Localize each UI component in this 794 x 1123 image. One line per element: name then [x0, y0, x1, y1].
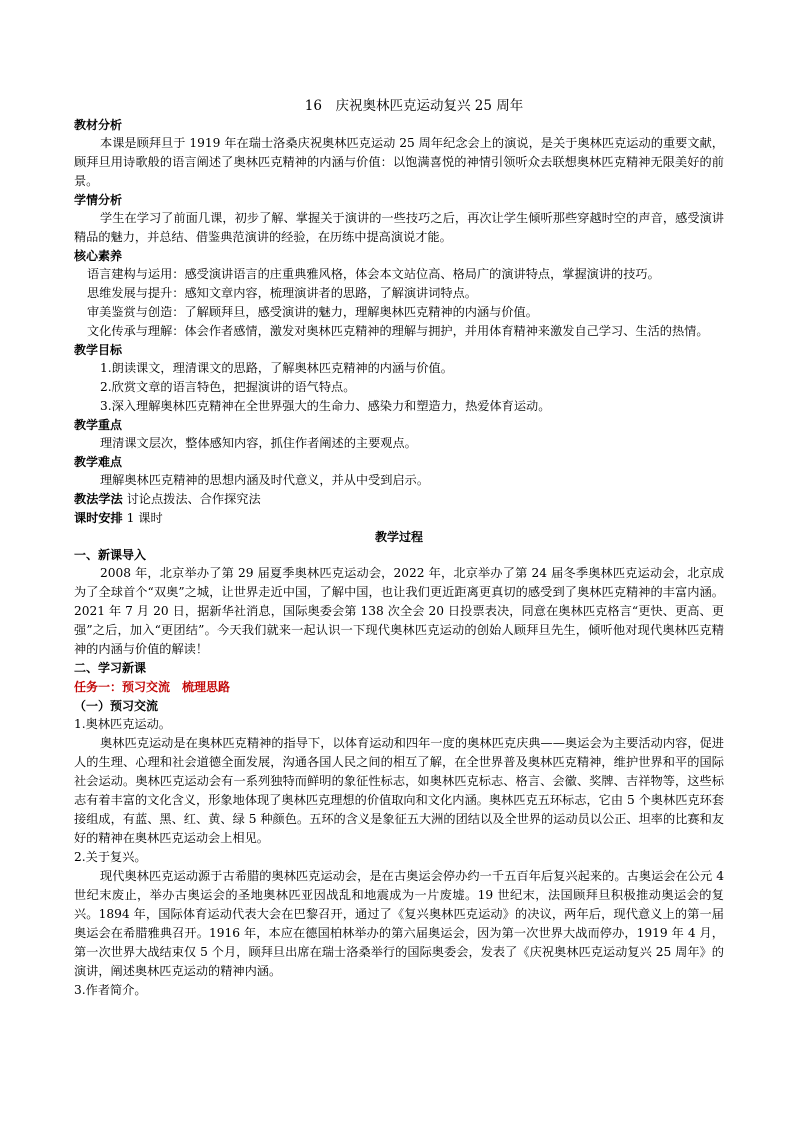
item-title: 1.奥林匹克运动。 [74, 717, 171, 731]
subsection-heading: （一）预习交流 [74, 699, 159, 713]
method-line [74, 490, 724, 509]
method-label: 教法学法 [74, 492, 123, 506]
core-item-aesthetic: 审美鉴赏与创造：了解顾拜旦，感受演讲的魅力，理解奥林匹克精神的内涵与价值。 [87, 305, 538, 319]
hours-text: 1 课时 [126, 511, 163, 525]
intro-heading: 一、新课导入 [74, 548, 147, 562]
hours-line [74, 509, 724, 528]
item-title: 3.作者简介。 [74, 983, 147, 997]
goal-item: 1.朗读课文，理清课文的思路，了解奥林匹克精神的内涵与价值。 [100, 361, 453, 375]
intro-text: 2008 年，北京举办了第 29 届夏季奥林匹克运动会，2022 年，北京举办了第 24 届冬季奥林匹克运动会，北京成为了全球首个“双奥”之城，让世界走近中国，了解中国，也让我们更近距离更真切的感受到了奥林匹克精神的丰富内涵。2021 年 7 月 20 日，据新华社消息，国际奥委会第 138 次全会 20 日投票表决，同意在奥林匹克格言“更快、更高、更强”之后，加入“更团结”。今天我们就来一起认识一下现代奥林匹克运动的创始人顾拜旦先生，倾听他对现代奥林匹克精神的内涵与价值的解读！ [74, 566, 724, 656]
material-text: 本课是顾拜旦于 1919 年在瑞士洛桑庆祝奥林匹克运动 25 周年纪念会上的演说，是关于奥林匹克运动的重要文献，顾拜旦用诗歌般的语言阐述了奥林匹克精神的内涵与价值：以饱满喜悦的神情引领听众去联想奥林匹克精神无限美好的前景。 [74, 136, 724, 188]
goal-item: 2.欣赏文章的语言特色，把握演讲的语气特点。 [100, 380, 356, 394]
revival-text: 现代奥林匹克运动源于古希腊的奥林匹克运动会，是在古奥运会停办约一千五百年后复兴起来的。古奥运会在公元 4 世纪末废止，举办古奥运会的圣地奥林匹亚因战乱和地震成为一片废墟。19 世纪末，法国顾拜旦积极推动奥运会的复兴。1894 年，国际体育运动代表大会在巴黎召开，通过了《复兴奥林匹克运动》的决议，两年后，现代意义上的第一届奥运会在希腊雅典召开。1916 年，本应在德国柏林举办的第六届奥运会，因为第一次世界大战而停办，1919 年 4 月，第一次世界大战结束仅 5 个月，顾拜旦出席在瑞士洛桑举行的国际奥委会，发表了《庆祝奥林匹克运动复兴 25 周年》的演讲，阐述奥林匹克运动的精神内涵。 [74, 869, 724, 978]
core-item-thinking: 思维发展与提升：感知文章内容，梳理演讲者的思路，了解演讲词特点。 [87, 286, 477, 300]
olympic-movement-text: 奥林匹克运动是在奥林匹克精神的指导下，以体育运动和四年一度的奥林匹克庆典——奥运会为主要活动内容，促进人的生理、心理和社会道德全面发展，沟通各国人民之间的相互了解，在全世界普及奥林匹克精神，维护世界和平的国际社会运动。奥林匹克运动会有一系列独特而鲜明的象征性标志，如奥林匹克标志、格言、会徽、奖牌、吉祥物等，这些标志有着丰富的文化含义，形象地体现了奥林匹克理想的价值取向和文化内涵。奥林匹克五环标志，它由 5 个奥林匹克环套接组成，有蓝、黑、红、黄、绿 5 种颜色。五环的含义是象征五大洲的团结以及全世界的运动员以公正、坦率的比赛和友好的精神在奥林匹克运动会上相见。 [74, 736, 724, 845]
hours-label: 课时安排 [74, 511, 123, 525]
goal-item: 3.深入理解奥林匹克精神在全世界强大的生命力、感染力和塑造力，热爱体育运动。 [100, 399, 551, 413]
learn-heading: 二、学习新课 [74, 661, 147, 675]
focus-heading: 教学重点 [74, 418, 123, 432]
focus-text: 理清课文层次，整体感知内容，抓住作者阐述的主要观点。 [100, 436, 417, 450]
task-heading: 任务一：预习交流 梳理思路 [74, 680, 231, 694]
difficulty-text: 理解奥林匹克精神的思想内涵及时代意义，并从中受到启示。 [100, 473, 430, 487]
core-heading: 核心素养 [74, 249, 123, 263]
learner-heading: 学情分析 [74, 193, 123, 207]
material-heading: 教材分析 [74, 118, 123, 132]
process-heading: 教学过程 [374, 530, 423, 544]
learner-text: 学生在学习了前面几课，初步了解、掌握关于演讲的一些技巧之后，再次让学生倾听那些穿越时空的声音，感受演讲精品的魅力，并总结、借鉴典范演讲的经验，在历练中提高演说才能。 [74, 211, 724, 244]
core-item-culture: 文化传承与理解：体会作者感情，激发对奥林匹克精神的理解与拥护，并用体育精神来激发自己学习、生活的热情。 [87, 324, 709, 338]
item-title: 2.关于复兴。 [74, 850, 147, 864]
page-title: 16 庆祝奥林匹克运动复兴 25 周年 [304, 98, 524, 114]
method-text: 讨论点拨法、合作探究法 [126, 492, 261, 506]
difficulty-heading: 教学难点 [74, 455, 123, 469]
goals-heading: 教学目标 [74, 343, 123, 357]
core-item-language: 语言建构与运用：感受演讲语言的庄重典雅风格，体会本文站位高、格局广的演讲特点，掌握演讲的技巧。 [87, 267, 660, 281]
document-page [74, 97, 724, 1000]
